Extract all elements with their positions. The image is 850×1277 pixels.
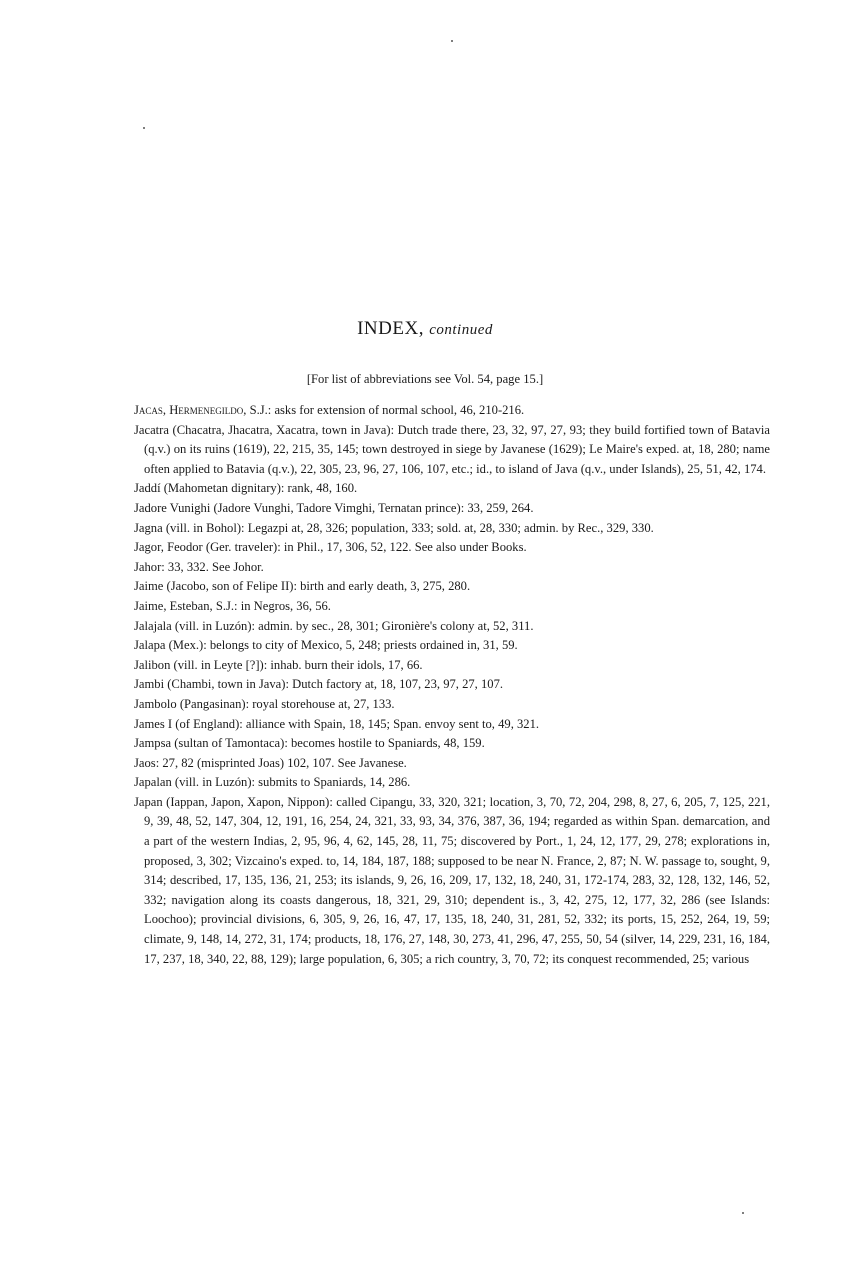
running-head <box>0 318 850 340</box>
index-entry <box>134 695 770 715</box>
entry-headword: Jalajala <box>134 618 172 633</box>
entry-headword: Japan <box>134 794 163 809</box>
entry-text: (of England): alliance with Spain, 18, 145; Span. envoy sent to, 49, 321. <box>172 716 540 731</box>
index-title: INDEX, <box>357 318 424 339</box>
entry-text: (vill. in Leyte [?]): inhab. burn their idols, 17, 66. <box>170 657 423 672</box>
entry-text: (Mex.): belongs to city of Mexico, 5, 248; priests ordained in, 31, 59. <box>165 638 518 653</box>
entry-headword: Jadore Vunighi <box>134 500 211 515</box>
print-speck <box>742 1212 744 1214</box>
entry-headword: Japalan <box>134 775 172 790</box>
print-speck <box>451 40 453 42</box>
entry-text: : 27, 82 (misprinted Joas) 102, 107. See Javanese. <box>155 755 407 770</box>
index-entry <box>134 479 770 499</box>
index-entry <box>134 519 770 539</box>
abbreviation-note: [For list of abbreviations see Vol. 54, page 15.] <box>306 372 544 386</box>
entry-text: (Chambi, town in Java): Dutch factory at, 18, 107, 23, 97, 27, 107. <box>164 677 504 692</box>
entry-headword: James I <box>134 716 173 731</box>
entry-text: (sultan of Tamontaca): becomes hostile to Spaniards, 48, 159. <box>171 736 485 751</box>
index-entry <box>134 421 770 480</box>
entry-text: (Mahometan dignitary): rank, 48, 160. <box>160 481 358 496</box>
entry-text: (Jacobo, son of Felipe II): birth and early death, 3, 275, 280. <box>163 579 471 594</box>
entry-text: (Jadore Vunghi, Tadore Vimghi, Ternatan prince): 33, 259, 264. <box>210 500 534 515</box>
entry-headword: Jalapa <box>134 638 166 653</box>
index-entry <box>134 558 770 578</box>
continued-label: continued <box>429 322 493 338</box>
entry-headword: Jacatra <box>134 422 169 437</box>
index-entry <box>134 754 770 774</box>
index-entry <box>134 734 770 754</box>
entry-headword: Jaime, Esteban <box>134 598 210 613</box>
entry-headword: Jambi <box>134 677 165 692</box>
index-entry <box>134 577 770 597</box>
index-entry <box>134 499 770 519</box>
entry-headword: Jaime <box>134 579 164 594</box>
print-speck <box>143 127 145 129</box>
entry-headword: Jambolo <box>134 696 177 711</box>
entry-headword: Jacas, Hermenegildo <box>134 403 244 417</box>
index-entry <box>134 597 770 617</box>
entry-text: (vill. in Bohol): Legazpi at, 28, 326; population, 333; sold. at, 28, 330; admin. by Rec., 329, 330. <box>162 520 654 535</box>
index-entry <box>134 401 770 421</box>
entry-text: (vill. in Luzón): submits to Spaniards, 14, 286. <box>171 775 411 790</box>
entry-text: (Pangasinan): royal storehouse at, 27, 133. <box>176 696 395 711</box>
index-entries <box>134 401 770 969</box>
index-entry <box>134 715 770 735</box>
entry-headword: Jaos <box>134 755 156 770</box>
index-entry <box>134 538 770 558</box>
index-entry <box>134 617 770 637</box>
entry-text: , S.J.: asks for extension of normal school, 46, 210-216. <box>243 403 525 417</box>
entry-headword: Jaddí <box>134 481 161 496</box>
index-entry <box>134 675 770 695</box>
entry-text: (vill. in Luzón): admin. by sec., 28, 301; Gironière's colony at, 52, 311. <box>171 618 534 633</box>
entry-headword: Jalibon <box>134 657 171 672</box>
entry-text: : 33, 332. See Johor. <box>161 559 264 574</box>
entry-text: (Chacatra, Jhacatra, Xacatra, town in Java): Dutch trade there, 23, 32, 97, 27, 93; they build fortified town of Batavia (q.v.) on its ruins (1619), 22, 215, 35, 145; town destroyed in siege by Javanese (1629); Le Maire's exped. at, 18, 280; name often applied to Batavia (q.v.), 22, 305, 23, 96, 27, 106, 107, etc.; id., to island of Java (q.v., under Islands), 25, 51, 42, 174. <box>144 422 770 476</box>
entry-headword: Jampsa <box>134 736 172 751</box>
index-entry <box>134 636 770 656</box>
entry-headword: Jahor <box>134 559 162 574</box>
index-entry <box>134 793 770 969</box>
entry-text: (Iappan, Japon, Xapon, Nippon): called Cipangu, 33, 320, 321; location, 3, 70, 72, 204, 298, 8, 27, 6, 205, 7, 125, 221, 9, 39, 48, 52, 147, 304, 12, 191, 16, 254, 24, 321, 33, 93, 34, 376, 387, 36, 194; regarded as within Span. demarcation, and a part of the western Indias, 2, 95, 96, 4, 62, 145, 28, 11, 75; discovered by Port., 1, 24, 12, 177, 29, 278; explorations in, proposed, 3, 302; Vizcaino's exped. to, 14, 184, 187, 188; supposed to be near N. France, 2, 87; N. W. passage to, sought, 9, 314; described, 17, 135, 136, 21, 253; its islands, 9, 26, 16, 209, 17, 132, 18, 240, 31, 172-174, 283, 32, 128, 132, 146, 52, 332; navigation along its coasts dangerous, 18, 321, 29, 310; dependent is., 3, 42, 275, 12, 177, 32, 286 (see Islands: Loochoo); provincial divisions, 6, 305, 9, 26, 16, 47, 17, 135, 18, 240, 31, 281, 52, 332; its ports, 15, 252, 264, 19, 59; climate, 9, 148, 14, 272, 31, 174; products, 18, 176, 27, 148, 30, 273, 41, 296, 47, 255, 50, 54 (silver, 14, 229, 231, 16, 184, 17, 237, 18, 340, 22, 88, 129); large population, 6, 305; a rich country, 3, 70, 72; its conquest recommended, 25; various <box>144 794 770 966</box>
entry-text: , S.J.: in Negros, 36, 56. <box>209 598 331 613</box>
entry-text: (Ger. traveler): in Phil., 17, 306, 52, 122. See also under Books. <box>202 540 527 555</box>
entry-headword: Jagna <box>134 520 163 535</box>
entry-headword: Jagor, Feodor <box>134 540 203 555</box>
index-entry <box>134 773 770 793</box>
index-entry <box>134 656 770 676</box>
